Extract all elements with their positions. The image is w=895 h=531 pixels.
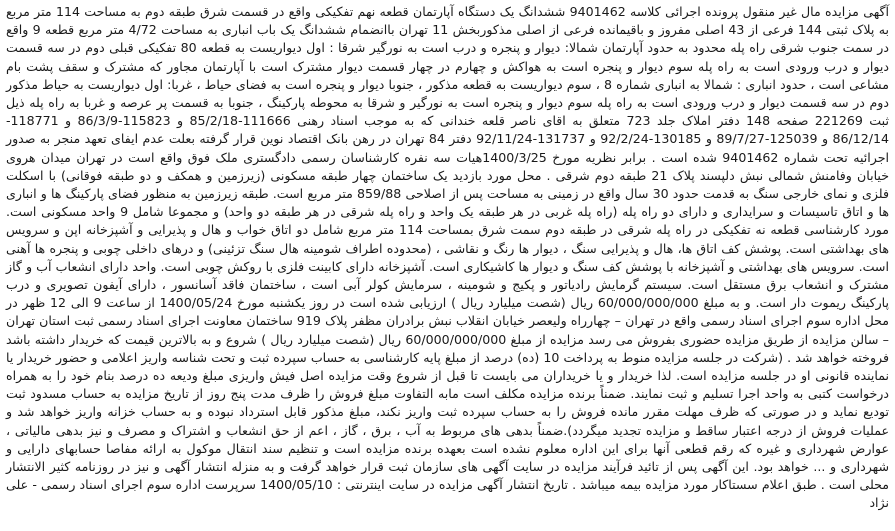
auction-notice-text: آگهی مزایده مال غیر منقول پرونده اجرائی کلاسه 9401462 ششدانگ یک دستگاه آپارتمان قطعه نهم تفکیکی واقع در قسمت شرق طبقه دوم به مساحت 114 متر مربع به پلاک ثبتی 144 فرعی از 43 اصلی مفروز و باقیمانده فرعی از اصلی مذکوربخش 11 تهران باانضمام ششدانگ یک باب انباری به مساحت 4/72 متر مربع قطعه 9 واقع در سمت جنوب شرقی راه پله محدود به حدود آپارتمان شمالا: دیوار و پنجره و درب است به نورگیر شرقا : اول دیواریست به قطعه 80 تفکیکی قبلی دوم در سه قسمت دیوار و درب ورودی است به راه پله سوم دیوار و پنجره است به هواکش و چهارم در چهار قسمت دیوار مشترک است با آپارتمان مجاور که مشترک و سقف پشت بام مشاعی است ، حدود انباری : شمالا به انباری شماره 8 ، سوم دیواریست به قطعه مذکور ، جنوبا دیوار و پنجره است به فضای حیاط ، غربا: اول دیواریست به حیاط مذکور دوم در سه قسمت دیوار و درب ورودی است به راه پله سوم دیوار و پنجره است به نورگیر و شرقا به محوطه پارکینگ ، جنوبا به قسمت پر عرصه و غربا به راه پله ذیل ثبت 221269 صفحه 148 دفتر املاک جلد 723 متعلق به اقای ناصر قلعه خندانی که به موجب اسناد رهنی 111666-85/2/18 و 115823-86/3/9 و 118771-86/12/14 و 125039-89/7/27 و 130185-92/2/24 و 131737-92/11/24 دفتر 84 تهران در رهن بانک اقتصاد نوین قرار گرفته بعلت عدم ایفای تعهد منجر به صدور اجرائیه تحت شماره 9401462 شده است . برابر نظریه مورخ 1400/3/25هیات سه نفره کارشناسان رسمی دادگستری ملک فوق واقع است در تهران میدان هروی خیابان وفامنش شمالی نبش دلپسند پلاک 21 طبقه دوم شرقی . محل مورد بازدید یک ساختمان چهار طبقه مسکونی (زیرزمین و همکف و دو طبقه فوقانی) با اسکلت فلزی و نمای خارجی سنگ به قدمت حدود 30 سال واقع در زمینی به مساحت پس از اصلاحی 859/88 متر مربع است. طبقه زیرزمین به منظور فضای پارکینگ ها و انباری ها و اتاق تاسیسات و سرایداری و دارای دو راه پله (راه پله غربی در هر طبقه یک واحد و راه پله شرقی در هر طبقه دو واحد) و مجموعا شامل 9 واحد مسکونی است. مورد کارشناسی قطعه نه تفکیکی در راه پله شرقی در طبقه دوم سمت شرق بمساحت 114 متر مربع شامل دو اتاق خواب و هال و پذیرایی و آشپزخانه اپن و سرویس های بهداشتی است. پوشش کف اتاق ها، هال و پذیرایی سنگ ، دیوار ها رنگ و نقاشی ، (محدوده اطراف شومینه هال سنگ تزئینی) و درهای داخلی چوبی و پنجره ها آهنی است. سرویس های بهداشتی و آشپزخانه با پوشش کف سنگ و دیوار ها کاشیکاری است. آشپزخانه دارای کابینت فلزی با روکش چوبی است. واحد دارای انشعاب آب و گاز مشترک و انشعاب برق مستقل است. سیستم گرمایش رادیاتور و پکیج و شومینه ، سرمایش کولر آبی است ، ساختمان فاقد آسانسور ، دارای آیفون تصویری و درب پارکینگ ریموت دار است. و به مبلغ 60/000/000/000 ریال (شصت میلیارد ریال ) ارزیابی شده است در روز یکشنبه مورخ 1400/05/24 از ساعت 9 الی 12 ظهر در محل اداره سوم اجرای اسناد رسمی واقع در تهران – چهارراه ولیعصر خیابان انقلاب نبش برادران مظفر پلاک 919 ساختمان معاونت اجرای اسناد رسمی ثبت استان تهران – سالن مزایده از طریق مزایده حضوری بفروش می رسد مزایده از مبلغ 60/000/000/000 ریال (شصت میلیارد ریال ) شروع و به بالاترین قیمت که خریدار داشته باشد فروخته خواهد شد . (شرکت در جلسه مزایده منوط به پرداخت 10 (ده) درصد از مبلغ پایه کارشناسی به حساب سپرده ثبت و تحت شناسه واریز اعلامی و حضور خریدار یا نماینده قانونی او در جلسه مزایده است. لذا خریدار و یا خریداران می بایست تا قبل از شروع وقت مزایده اصل فیش واریزی مبلغ ودیعه ده درصد بنام خود را به همراه درخواست کتبی به واحد اجرا تسلیم و ثبت نمایند. ضمناً برنده مزایده مکلف است مابه التفاوت مبلغ فروش را ظرف مدت پنج روز از تاریخ مزایده به حساب مسدود ثبت تودیع نماید و در صورتی که ظرف مهلت مقرر مانده فروش را به حساب سپرده ثبت واریز نکند، مبلغ مذکور قابل استرداد نبوده و به حساب خزانه واریز خواهد شد و عملیات فروش از درجه اعتبار ساقط و مزایده تجدید میگردد).ضمناً بدهی های مربوط به آب ، برق ، گاز ، اعم از حق انشعاب و اشتراک و مصرف و نیز بدهی مالیاتی ، عوارض شهرداری و غیره که رقم قطعی آنها برای این اداره معلوم نشده است بعهده برنده مزایده است و تنظیم سند انتقال موکول به ارائه مفاصا حسابهای دارایی و شهرداری و ... خواهد بود. این آگهی پس از تائید فرآیند مزایده در سایت آگهی های سازمان ثبت قرار خواهد گرفت و به منزله انتشار آگهی و نیز در روزنامه کثیر الانتشار محلی است . طبق اعلام سستاکار مورد مزایده بیمه میباشد . تاریخ انتشار آگهی مزایده در سایت اینترنتی : 1400/05/10 سرپرست اداره سوم اجرای اسناد رسمی - علی نژاد xyxy=(6,4,890,511)
